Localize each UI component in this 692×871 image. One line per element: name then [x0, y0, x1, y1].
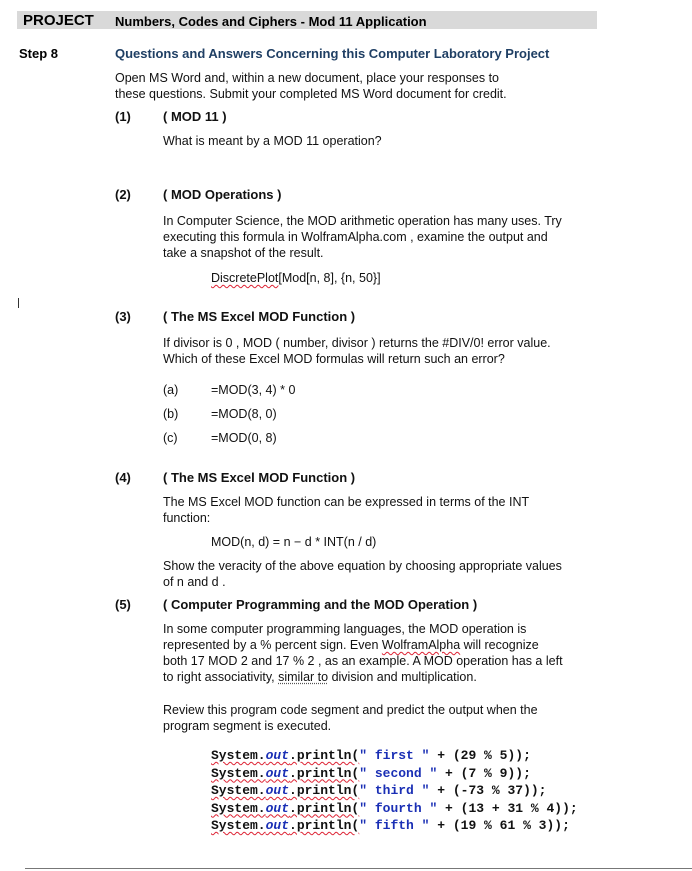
q4-line: The MS Excel MOD function can be expressed in terms of the INT [163, 495, 530, 509]
q5-line: represented by a % percent sign. Even WolframAlpha will recognize [163, 638, 539, 652]
wolfram-formula [211, 270, 381, 286]
project-label: PROJECT [23, 12, 94, 29]
q4-line: function: [163, 511, 211, 525]
intro-text [115, 70, 507, 102]
question-4-number: (4) [115, 470, 131, 485]
q3-line: If divisor is 0 , MOD ( number, divisor ) returns the #DIV/0! error value. [163, 336, 551, 350]
mod-int-formula: MOD(n, d) = n − d * INT(n / d) [211, 535, 377, 549]
q2-line: In Computer Science, the MOD arithmetic operation has many uses. Try [163, 214, 562, 228]
question-2-title: ( MOD Operations ) [163, 187, 282, 202]
code-line: System.out.println(" second " + (7 % 9)); [211, 765, 531, 781]
similar-to-phrase: similar to [278, 670, 329, 684]
code-line: System.out.println(" first " + (29 % 5)); [211, 748, 531, 763]
intro-line: Open MS Word and, within a new document, place your responses to [115, 71, 500, 85]
q5-line: both 17 MOD 2 and 17 % 2 , as an example. A MOD operation has a left [163, 654, 563, 668]
wolframalpha-word: WolframAlpha [381, 638, 461, 652]
question-1-title: ( MOD 11 ) [163, 109, 227, 124]
formula-keyword: DiscretePlot [211, 271, 279, 285]
code-line: System.out.println(" third " + (-73 % 37)); [211, 783, 547, 798]
question-4-followup [163, 558, 562, 590]
option-formula: =MOD(0, 8) [211, 431, 277, 445]
code-line: System.out.println(" fifth " + (19 % 61 % 3)); [211, 818, 570, 833]
step-title: Questions and Answers Concerning this Computer Laboratory Project [115, 46, 550, 61]
q5-review-line: program segment is executed. [163, 719, 332, 733]
question-3-number: (3) [115, 309, 131, 324]
question-5-number: (5) [115, 597, 131, 612]
q4-line: of n and d . [163, 575, 226, 589]
question-1-text: What is meant by a MOD 11 operation? [163, 134, 382, 148]
q5-review-line: Review this program code segment and predict the output when the [163, 703, 538, 717]
question-5-review [163, 702, 538, 734]
code-block [211, 747, 578, 835]
q3-line: Which of these Excel MOD formulas will return such an error? [163, 352, 505, 366]
question-1-number: (1) [115, 109, 131, 124]
option-formula: =MOD(8, 0) [211, 407, 277, 421]
q5-line: to right associativity, similar to division and multiplication. [163, 670, 477, 684]
step-label: Step 8 [19, 46, 59, 61]
option-formula: =MOD(3, 4) * 0 [211, 383, 296, 397]
question-3-text [163, 335, 551, 367]
question-2-number: (2) [115, 187, 131, 202]
q2-line: executing this formula in WolframAlpha.com , examine the output and [163, 230, 548, 244]
header-bar [17, 11, 597, 29]
question-2-text [163, 213, 562, 261]
question-5-text [163, 621, 563, 685]
code-line: System.out.println(" fourth " + (13 + 31 % 4)); [211, 800, 578, 816]
question-4-text [163, 494, 529, 526]
q2-line: take a snapshot of the result. [163, 246, 324, 260]
page-bottom-rule [25, 868, 692, 869]
text-cursor [18, 298, 19, 308]
formula-args: [Mod[n, 8], {n, 50}] [278, 271, 381, 285]
document-title: Numbers, Codes and Ciphers - Mod 11 Application [115, 14, 427, 29]
option-label: (c) [163, 431, 178, 445]
question-4-title: ( The MS Excel MOD Function ) [163, 470, 356, 485]
intro-line: these questions. Submit your completed MS Word document for credit. [115, 87, 507, 101]
option-label: (a) [163, 383, 179, 397]
question-3-title: ( The MS Excel MOD Function ) [163, 309, 356, 324]
q4-line: Show the veracity of the above equation by choosing appropriate values [163, 559, 562, 573]
question-5-title: ( Computer Programming and the MOD Operation ) [163, 597, 478, 612]
option-label: (b) [163, 407, 179, 421]
q5-line: In some computer programming languages, the MOD operation is [163, 622, 527, 636]
